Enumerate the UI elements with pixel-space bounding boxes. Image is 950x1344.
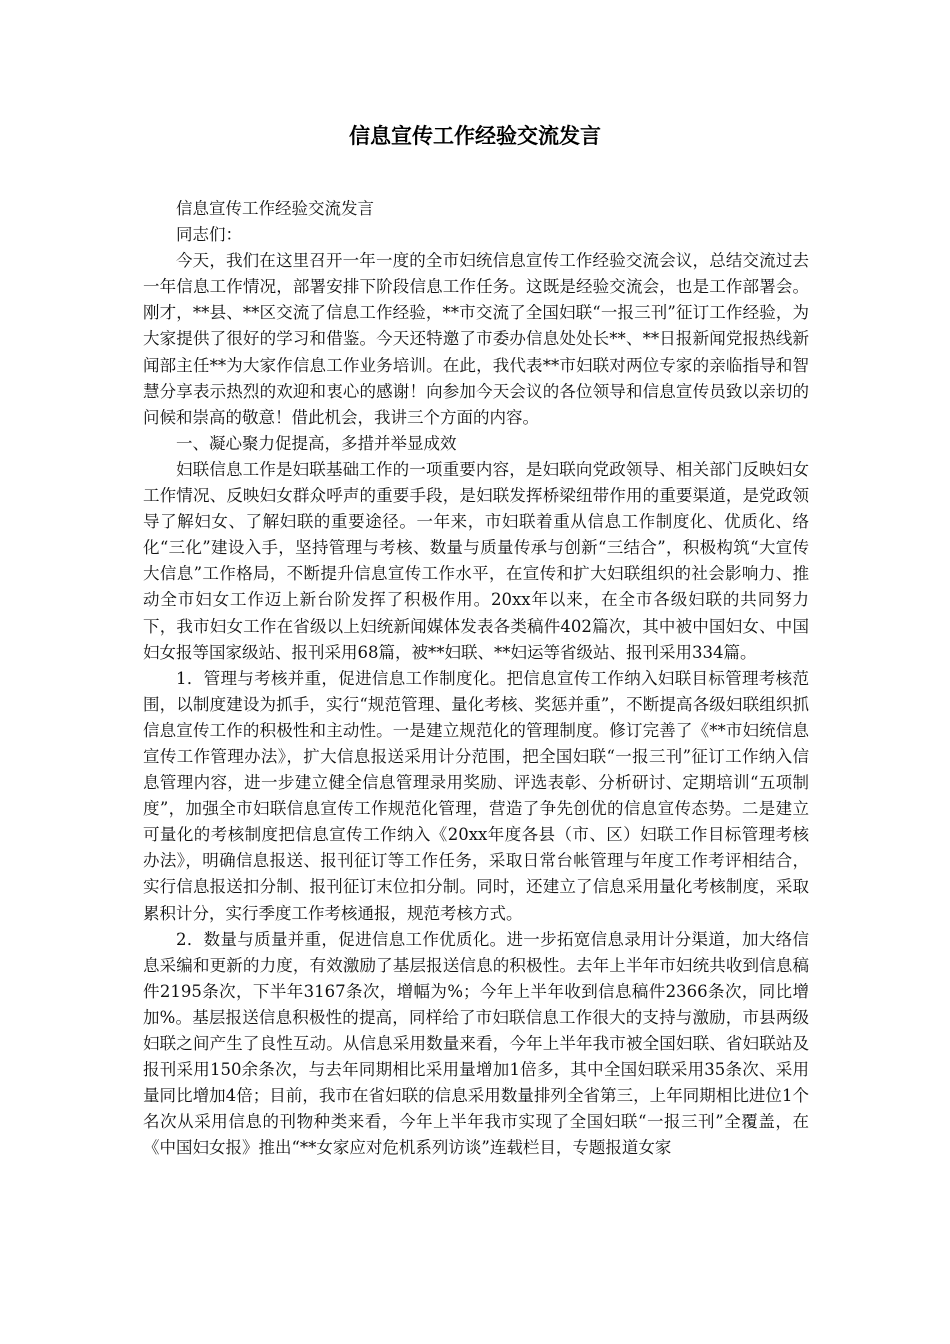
document-body <box>143 196 809 1161</box>
body-paragraph: 2．数量与质量并重，促进信息工作优质化。进一步拓宽信息录用计分渠道，加大络信息采编和更新的力度，有效激励了基层报送信息的积极性。去年上半年市妇统共收到信息稿件2195条次，下半年3167条次，增幅为%；今年上半年收到信息稿件2366条次，同比增加%。基层报送信息积极性的提高，同样给了市妇联信息工作很大的支持与激励，市县两级妇联之间产生了良性互动。从信息采用数量来看，今年上半年我市被全国妇联、省妇联站及报刊采用150余条次，与去年同期相比采用量增加1倍多，其中全国妇联采用35条次、采用量同比增加4倍；目前，我市在省妇联的信息采用数量排列全省第三，上年同期相比进位1个名次从采用信息的刊物种类来看，今年上半年我市实现了全国妇联“一报三刊”全覆盖，在《中国妇女报》推出“**女家应对危机系列访谈”连载栏目，专题报道女家 <box>143 929 809 1158</box>
body-paragraph: 同志们： <box>176 225 242 245</box>
section-heading: 一、凝心聚力促提高，多措并举显成效 <box>176 433 457 453</box>
body-paragraph: 信息宣传工作经验交流发言 <box>176 199 374 218</box>
body-paragraph: 今天，我们在这里召开一年一度的全市妇统信息宣传工作经验交流会议，总结交流过去一年信息工作情况，部署安排下阶段信息工作任务。这既是经验交流会，也是工作部署会。刚才，**县、**区交流了信息工作经验，**市交流了全国妇联“一报三刊”征订工作经验，为大家提供了很好的学习和借鉴。今天还特邀了市委办信息处处长**、**日报新闻党报热线新闻部主任**为大家作信息工作业务培训。在此，我代表**市妇联对两位专家的亲临指导和智慧分享表示热烈的欢迎和衷心的感谢！向参加今天会议的各位领导和信息宣传员致以亲切的问候和崇高的敬意！借此机会，我讲三个方面的内容。 <box>143 251 809 427</box>
body-paragraph: 妇联信息工作是妇联基础工作的一项重要内容，是妇联向党政领导、相关部门反映妇女工作情况、反映妇女群众呼声的重要手段，是妇联发挥桥梁纽带作用的重要渠道，是党政领导了解妇女、了解妇联的重要途径。一年来，市妇联着重从信息工作制度化、优质化、络化“三化”建设入手，坚持管理与考核、数量与质量传承与创新“三结合”，积极构筑“大宣传大信息”工作格局，不断提升信息宣传工作水平，在宣传和扩大妇联组织的社会影响力、推动全市妇女工作迈上新台阶发挥了积极作用。20xx年以来，在全市各级妇联的共同努力下，我市妇女工作在省级以上妇统新闻媒体发表各类稿件402篇次，其中被中国妇女、中国妇女报等国家级站、报刊采用68篇，被**妇联、**妇运等省级站、报刊采用334篇。 <box>143 459 809 662</box>
body-paragraph: 1．管理与考核并重，促进信息工作制度化。把信息宣传工作纳入妇联目标管理考核范围，以制度建设为抓手，实行“规范管理、量化考核、奖惩并重”，不断提高各级妇联组织抓信息宣传工作的积极性和主动性。一是建立规范化的管理制度。修订完善了《**市妇统信息宣传工作管理办法》，扩大信息报送采用计分范围，把全国妇联“一报三刊”征订工作纳入信息管理内容，进一步建立健全信息管理录用奖励、评选表彰、分析研讨、定期培训“五项制度”，加强全市妇联信息宣传工作规范化管理，营造了争先创优的信息宣传态势。二是建立可量化的考核制度把信息宣传工作纳入《20xx年度各县（市、区）妇联工作目标管理考核办法》，明确信息报送、报刊征订等工作任务，采取日常台帐管理与年度工作考评相结合，实行信息报送扣分制、报刊征订末位扣分制。同时，还建立了信息采用量化考核制度，采取累积计分，实行季度工作考核通报，规范考核方式。 <box>143 668 809 923</box>
document-title: 信息宣传工作经验交流发言 <box>349 123 601 148</box>
